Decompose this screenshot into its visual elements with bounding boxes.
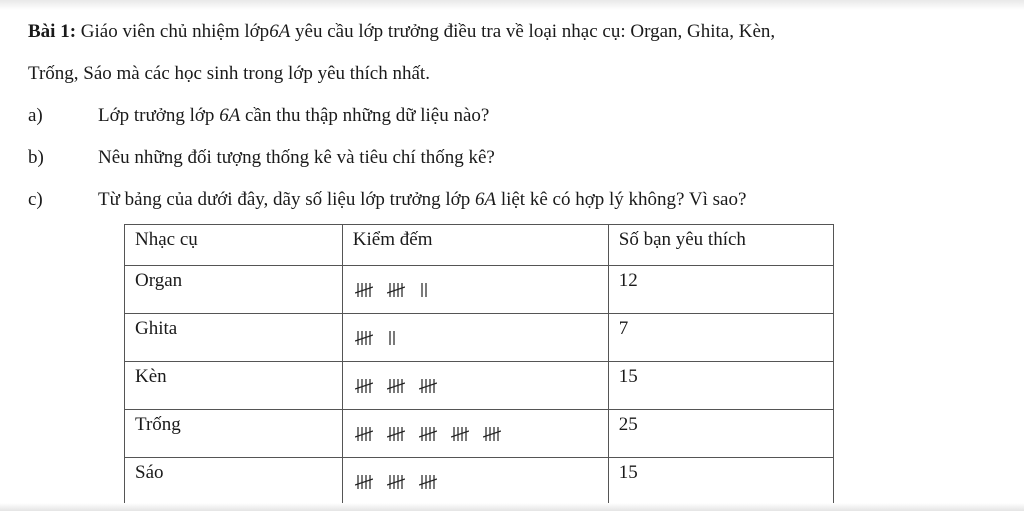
tally-cell <box>342 266 608 314</box>
tally-group-five <box>451 425 469 443</box>
tally-group-five <box>419 377 437 395</box>
question-c <box>28 188 746 212</box>
tally-cell <box>342 314 608 362</box>
tally-group-five <box>355 281 373 299</box>
tally-group-five <box>387 281 405 299</box>
tally-marks <box>355 376 598 396</box>
tally-table <box>124 224 834 506</box>
tally-group-five <box>355 377 373 395</box>
question-c-text-before: Từ bảng của dưới đây, dãy số liệu lớp trưởng lớp <box>98 189 475 210</box>
question-b-label: b) <box>28 147 44 168</box>
table-header-row <box>125 225 834 266</box>
problem-title: Bài 1: <box>28 21 77 42</box>
instrument-cell: Sáo <box>125 458 343 506</box>
problem-text-part1: Giáo viên chủ nhiệm lớp <box>80 21 270 42</box>
problem-line-2: Trống, Sáo mà các học sinh trong lớp yêu thích nhất. <box>28 63 430 84</box>
question-a <box>28 104 489 128</box>
problem-line-1 <box>28 20 775 44</box>
tally-group-five <box>355 473 373 491</box>
header-count: Số bạn yêu thích <box>608 225 833 266</box>
instrument-cell: Organ <box>125 266 343 314</box>
problem-text-part2: yêu cầu lớp trưởng điều tra về loại nhạc cụ: Organ, Ghita, Kèn, <box>295 21 776 42</box>
question-c-label: c) <box>28 189 43 210</box>
tally-group-five <box>419 473 437 491</box>
question-c-text-after: liệt kê có hợp lý không? Vì sao? <box>496 189 747 210</box>
tally-group <box>387 329 397 347</box>
tally-group-five <box>387 473 405 491</box>
question-a-text-before: Lớp trưởng lớp <box>98 105 220 126</box>
table-row <box>125 362 834 410</box>
table-row <box>125 314 834 362</box>
tally-group-five <box>387 425 405 443</box>
question-b <box>28 146 495 170</box>
table-row <box>125 266 834 314</box>
count-cell: 15 <box>608 458 833 506</box>
instrument-cell: Kèn <box>125 362 343 410</box>
table-row <box>125 458 834 506</box>
tally-group-five <box>419 425 437 443</box>
instrument-cell: Trống <box>125 410 343 458</box>
tally-marks <box>355 280 598 300</box>
tally-group-five <box>355 329 373 347</box>
scan-bottom-edge <box>0 503 1024 511</box>
tally-group <box>419 281 429 299</box>
count-cell: 25 <box>608 410 833 458</box>
table-row <box>125 410 834 458</box>
tally-cell <box>342 458 608 506</box>
count-cell: 15 <box>608 362 833 410</box>
problem-class-name: 6A <box>269 21 291 42</box>
question-b-text: Nêu những đối tượng thống kê và tiêu chí thống kê? <box>98 147 495 168</box>
question-c-class: 6A <box>474 189 497 210</box>
question-a-class: 6A <box>219 105 241 126</box>
tally-cell <box>342 410 608 458</box>
tally-marks <box>355 472 598 492</box>
question-a-text-after: cần thu thập những dữ liệu nào? <box>240 105 490 126</box>
tally-marks <box>355 328 598 348</box>
tally-group-five <box>387 377 405 395</box>
tally-marks <box>355 424 598 444</box>
scan-top-edge <box>0 0 1024 10</box>
tally-cell <box>342 362 608 410</box>
count-cell: 12 <box>608 266 833 314</box>
question-a-label: a) <box>28 105 43 126</box>
header-instrument: Nhạc cụ <box>125 225 343 266</box>
instrument-cell: Ghita <box>125 314 343 362</box>
header-tally: Kiểm đếm <box>342 225 608 266</box>
tally-group-five <box>483 425 501 443</box>
count-cell: 7 <box>608 314 833 362</box>
tally-group-five <box>355 425 373 443</box>
